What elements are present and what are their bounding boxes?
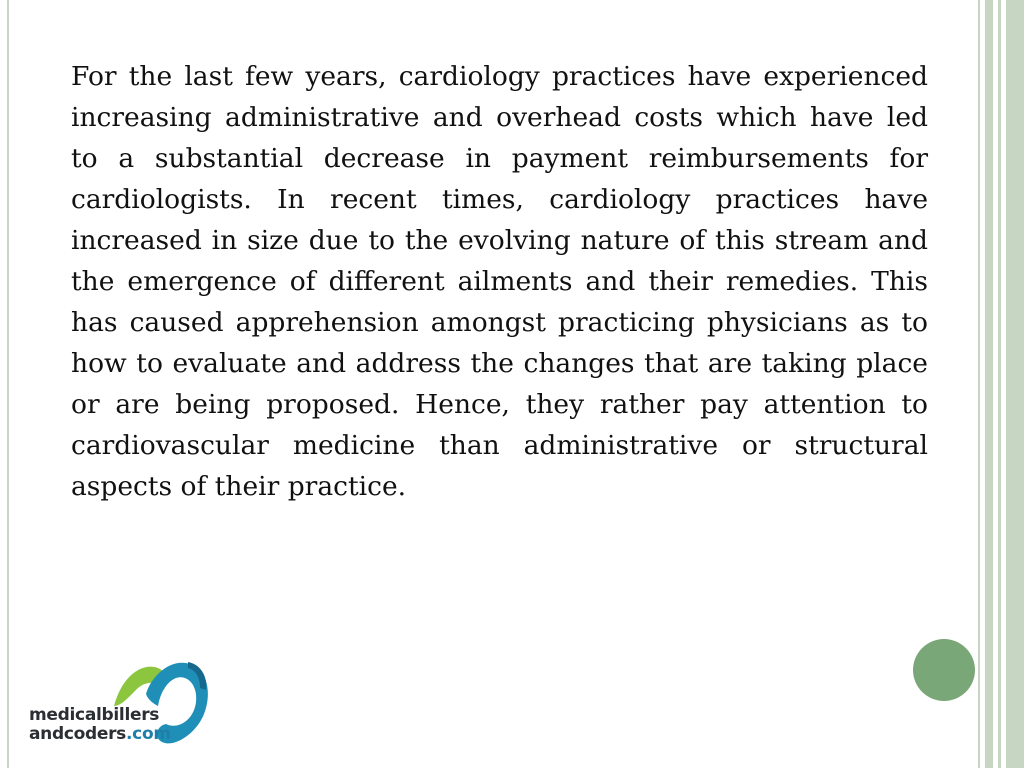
- right-border-line: [998, 0, 1001, 768]
- slide-paragraph: For the last few years, cardiology practices have experienced increasing administrative and overhead costs which have led to a substantial decrease in payment reimbursements for cardiologists. In recent times, cardiology practices have increased in size due to the evolving nature of this stream and the emergence of different ailments and their remedies. This has caused apprehension amongst practicing physicians as to how to evaluate and address the changes that are taking place or are being proposed. Hence, they rather pay attention to cardiovascular medicine than administrative or structural aspects of their practice.: [71, 61, 928, 502]
- right-border-bar: [985, 0, 993, 768]
- left-border-line: [7, 0, 9, 768]
- logo-domain-suffix: .com: [126, 724, 171, 744]
- right-border-line: [978, 0, 980, 768]
- logo-line-1: medicalbillers: [29, 705, 160, 725]
- logo-wordmark: [29, 706, 171, 744]
- decorative-circle: [913, 639, 975, 701]
- company-logo: [24, 652, 224, 760]
- logo-line-2-main: andcoders: [29, 724, 127, 744]
- logo-line-2: [29, 725, 171, 744]
- right-border-bar: [1006, 0, 1024, 768]
